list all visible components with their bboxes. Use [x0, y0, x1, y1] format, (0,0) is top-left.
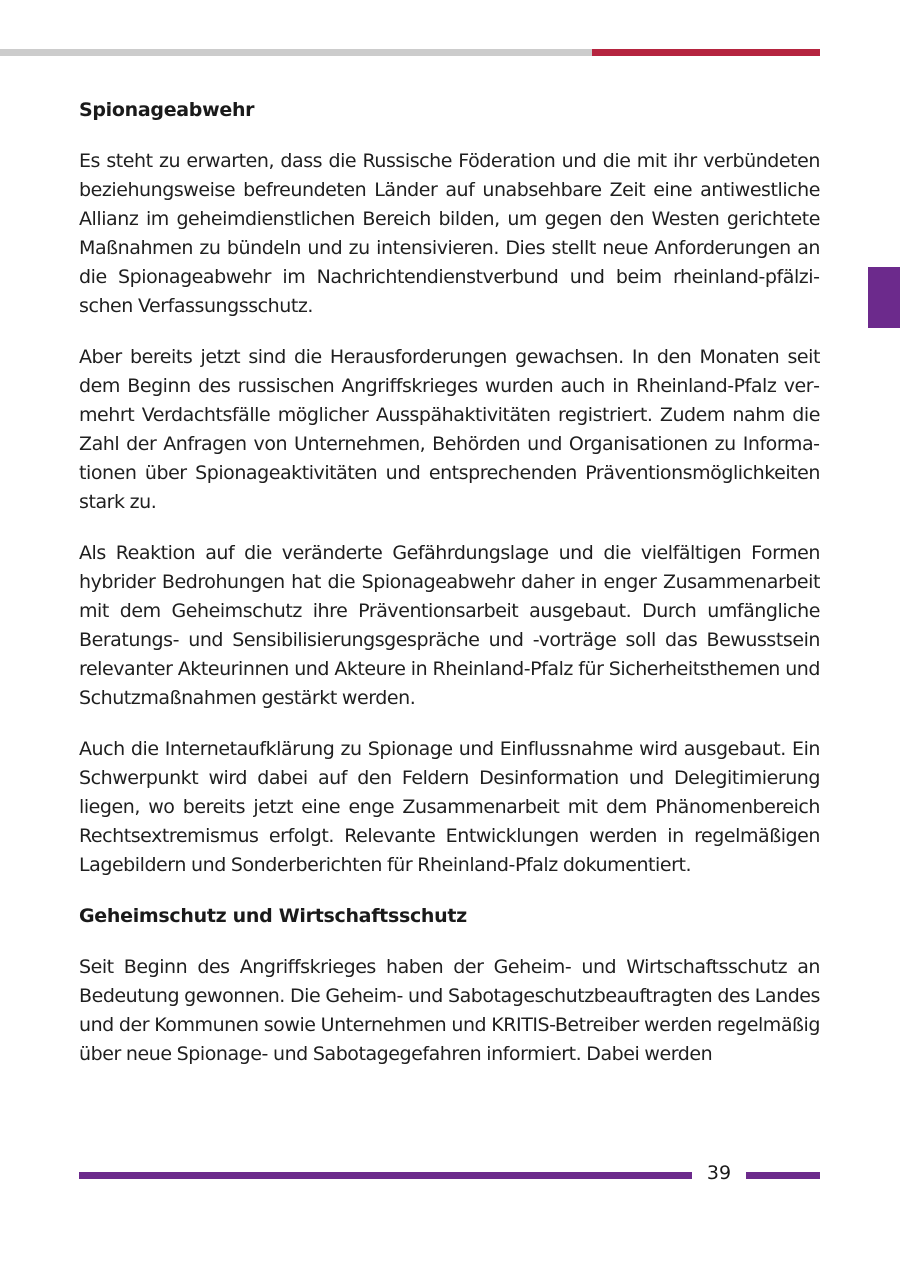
header-rule-grey: [0, 49, 592, 56]
header-rule-accent: [592, 49, 820, 56]
paragraph: Seit Beginn des Angriffskrieges haben der Geheim- und Wirtschaftsschutz an Bedeutung gewonnen. Die Geheim- und Sabotageschutzbeauftragten des Landes und der Kommunen sowie Unternehmen und KRITIS-Betreiber werden regelmäßig über neue Spionage- und Sabotagegefahren informiert. Dabei werden: [79, 956, 820, 1065]
footer-rule-right: [746, 1172, 820, 1179]
footer-rule-left: [79, 1172, 692, 1179]
page-number: 39: [706, 1162, 732, 1184]
chapter-tab-marker: [868, 267, 900, 328]
paragraph: Als Reaktion auf die veränderte Gefährdungslage und die vielfältigen Formen hybrider Bedrohungen hat die Spionageabwehr daher in enger Zusammenarbeit mit dem Geheimschutz ihre Präventionsarbeit ausgebaut. Durch umfängliche Beratungs- und Sensibilisierungsgespräche und -vorträge soll das Bewusstsein relevanter Akteurinnen und Akteure in Rheinland-Pfalz für Sicherheitsthemen und Schutzmaßnahmen gestärkt werden.: [79, 542, 820, 709]
section-heading-geheimschutz: Geheimschutz und Wirtschaftsschutz: [79, 905, 467, 927]
page-body: [79, 96, 820, 1069]
section-heading-spionageabwehr: Spionageabwehr: [79, 99, 255, 121]
paragraph: Aber bereits jetzt sind die Herausforderungen gewachsen. In den Monaten seit dem Beginn des russischen Angriffskrieges wurden auch in Rheinland-Pfalz vermehrt Verdachtsfälle möglicher Ausspähaktivitäten registriert. Zudem nahm die Zahl der Anfragen von Unternehmen, Behörden und Organisationen zu Informationen über Spionageaktivitäten und entsprechenden Präventionsmöglichkeiten stark zu.: [79, 346, 820, 513]
paragraph: Auch die Internetaufklärung zu Spionage und Einflussnahme wird ausgebaut. Ein Schwerpunkt wird dabei auf den Feldern Desinformation und Delegitimierung liegen, wo bereits jetzt eine enge Zusammenarbeit mit dem Phänomenbereich Rechtsextremismus erfolgt. Relevante Entwicklungen werden in regelmäßigen Lagebildern und Sonderberichten für Rheinland-Pfalz dokumentiert.: [79, 738, 820, 876]
paragraph: Es steht zu erwarten, dass die Russische Föderation und die mit ihr verbündeten beziehungsweise befreundeten Länder auf unabsehbare Zeit eine antiwestliche Allianz im geheimdienstlichen Bereich bilden, um gegen den Westen gerichtete Maßnahmen zu bündeln und zu intensivieren. Dies stellt neue Anforderungen an die Spionageabwehr im Nachrichtendienstverbund und beim rheinland-pfälzischen Verfassungsschutz.: [79, 150, 820, 317]
